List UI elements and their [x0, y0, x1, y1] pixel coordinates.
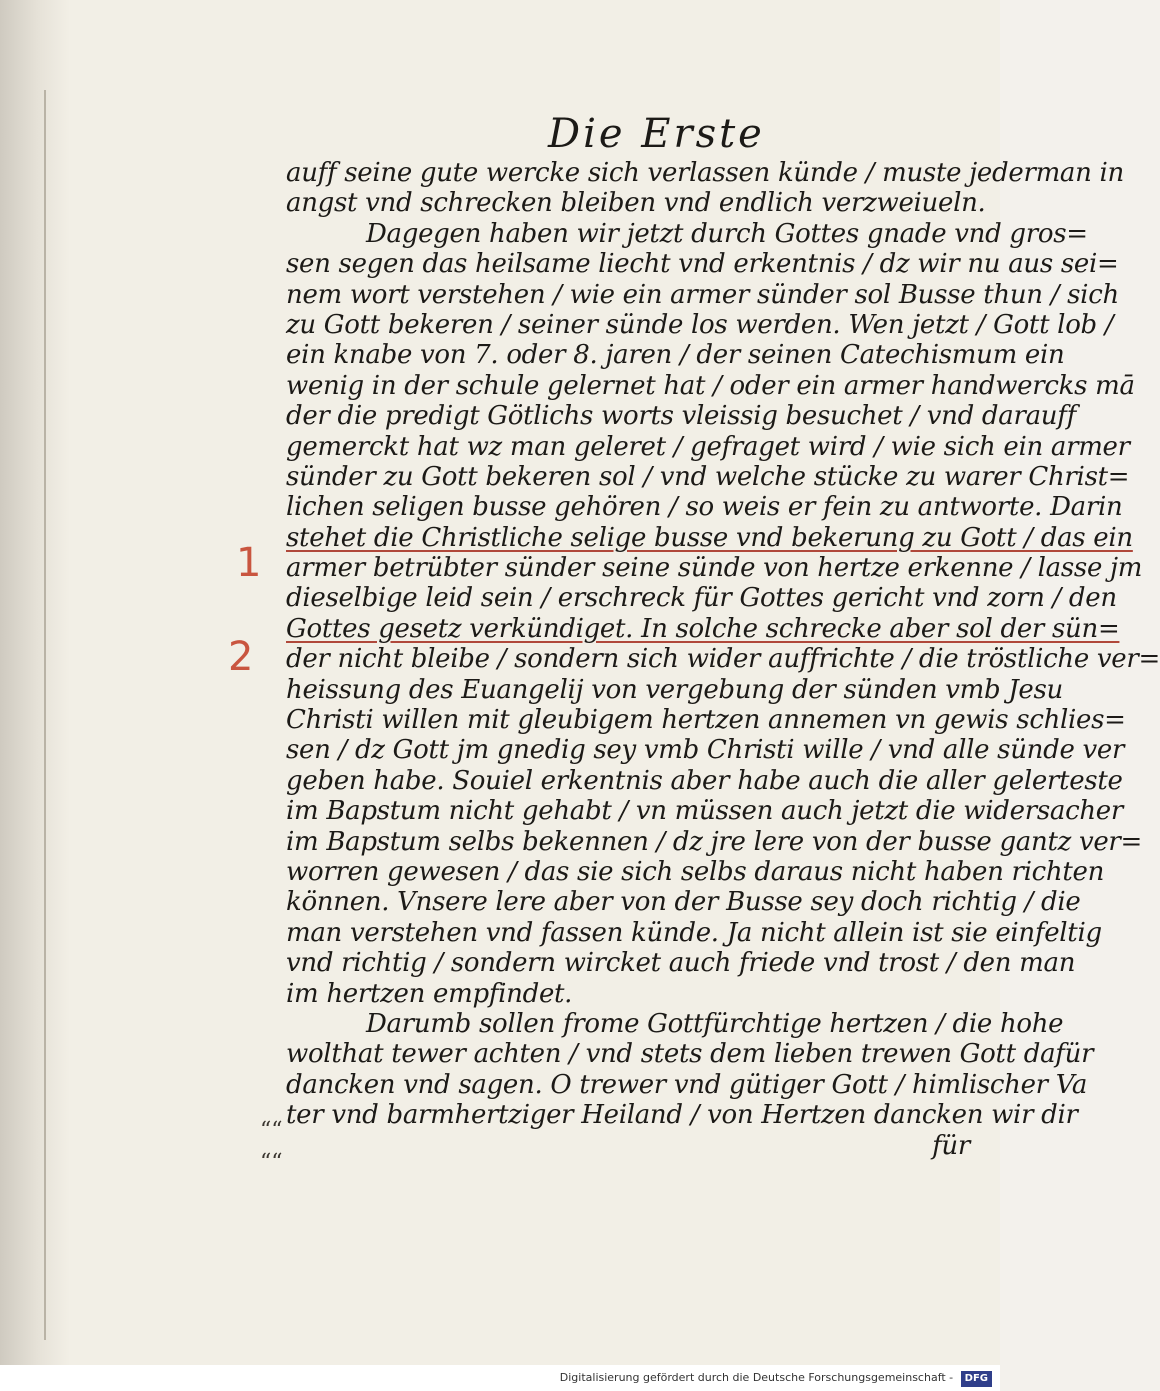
text-line: im hertzen empfindet.	[286, 978, 573, 1009]
text-line: wenig in der schule gelernet hat / oder ein armer handwercks mā	[286, 370, 1135, 401]
text-line: stehet die Christliche selige busse vnd bekerung zu Gott / das ein	[286, 522, 1133, 553]
text-line: können. Vnsere lere aber von der Busse sey doch richtig / die	[286, 887, 1081, 918]
quote-mark-2: ““	[260, 1150, 283, 1175]
text-line: wolthat tewer achten / vnd stets dem lieben trewen Gott dafür	[286, 1039, 1094, 1070]
text-line: Christi willen mit gleubigem hertzen annemen vn gewis schlies=	[286, 705, 1126, 736]
page-gutter-edge	[44, 90, 46, 1340]
dfg-logo: DFG	[961, 1371, 992, 1387]
text-line: ein knabe von 7. oder 8. jaren / der seinen Catechismum ein	[286, 340, 1065, 371]
margin-note-1: 1	[236, 540, 262, 586]
text-line: Gottes gesetz verkündiget. In solche schrecke aber sol der sün=	[286, 613, 1120, 644]
text-line: Dagegen haben wir jetzt durch Gottes gnade vnd gros=	[366, 218, 1088, 249]
catchword: für	[932, 1130, 970, 1161]
text-line: im Bapstum nicht gehabt / vn müssen auch jetzt die widersacher	[286, 796, 1123, 827]
text-line: lichen seligen busse gehören / so weis er fein zu antworte. Darin	[286, 492, 1123, 523]
footer-text: Digitalisierung gefördert durch die Deutsche Forschungsgemeinschaft -	[559, 1371, 954, 1384]
text-line: ter vnd barmhertziger Heiland / von Hertzen dancken wir dir	[286, 1100, 1078, 1131]
text-line: im Bapstum selbs bekennen / dz jre lere von der busse gantz ver=	[286, 826, 1143, 857]
text-line: man verstehen vnd fassen künde. Ja nicht allein ist sie einfeltig	[286, 917, 1102, 948]
text-line: dieselbige leid sein / erschreck für Gottes gericht vnd zorn / den	[286, 583, 1117, 614]
text-line: sen segen das heilsame liecht vnd erkentnis / dz wir nu aus sei=	[286, 249, 1119, 280]
text-line: sünder zu Gott bekeren sol / vnd welche stücke zu warer Christ=	[286, 461, 1130, 492]
text-line: nem wort verstehen / wie ein armer sünder sol Busse thun / sich	[286, 279, 1119, 310]
text-line: der nicht bleibe / sondern sich wider auffrichte / die tröstliche ver=	[286, 644, 1160, 675]
quote-mark-1: ““	[260, 1118, 283, 1143]
text-line: armer betrübter sünder seine sünde von hertze erkenne / lasse jm	[286, 553, 1143, 584]
book-spine-shadow	[0, 0, 70, 1391]
text-line: zu Gott bekeren / seiner sünde los werden. Wen jetzt / Gott lob /	[286, 309, 1114, 340]
text-line: dancken vnd sagen. O trewer vnd gütiger Gott / himlischer Va	[286, 1069, 1088, 1100]
text-line: Darumb sollen frome Gottfürchtige hertzen / die hohe	[366, 1008, 1064, 1039]
text-line: worren gewesen / das sie sich selbs daraus nicht haben richten	[286, 856, 1105, 887]
text-line: heissung des Euangelij von vergebung der sünden vmb Jesu	[286, 674, 1064, 705]
text-line: angst vnd schrecken bleiben vnd endlich verzweiueln.	[286, 188, 986, 219]
text-line: auff seine gute wercke sich verlassen künde / muste jederman in	[286, 158, 1124, 188]
text-lines	[286, 158, 1160, 1131]
digitization-footer	[0, 1365, 1000, 1391]
page-text-block	[286, 110, 1160, 1161]
text-line: der die predigt Götlichs worts vleissig besuchet / vnd darauff	[286, 401, 1076, 432]
text-line: geben habe. Souiel erkentnis aber habe auch die aller gelerteste	[286, 765, 1123, 796]
text-line: gemerckt hat wz man geleret / gefraget wird / wie sich ein armer	[286, 431, 1130, 462]
running-head: Die Erste	[548, 111, 765, 157]
margin-note-2: 2	[228, 634, 254, 680]
text-line: vnd richtig / sondern wircket auch friede vnd trost / den man	[286, 948, 1076, 979]
text-line: sen / dz Gott jm gnedig sey vmb Christi wille / vnd alle sünde ver	[286, 735, 1125, 766]
